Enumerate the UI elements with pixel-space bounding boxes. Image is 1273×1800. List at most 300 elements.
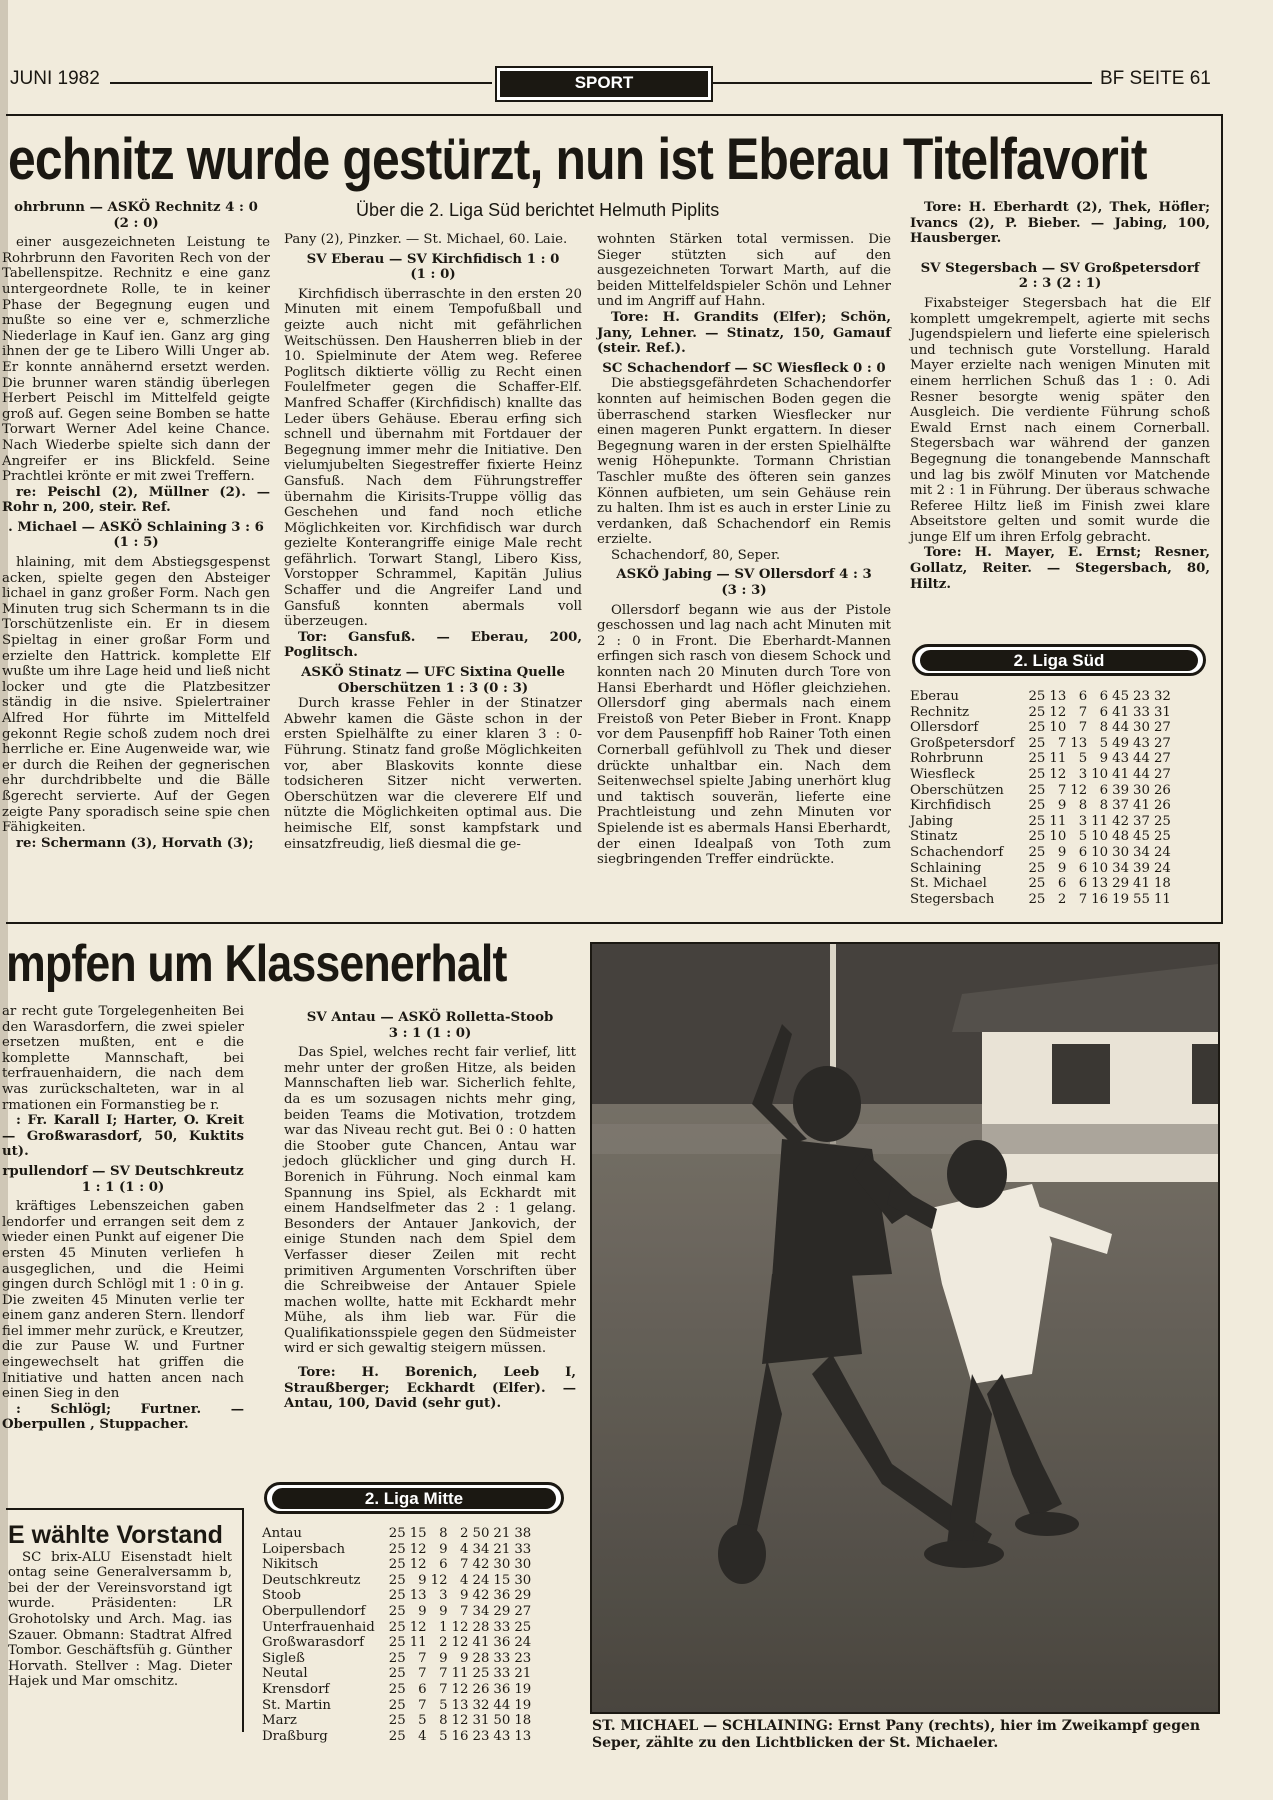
team-stat: 9 <box>418 1603 427 1619</box>
team-stat: 4 <box>460 1541 469 1557</box>
team-stat: 5 <box>439 1697 448 1713</box>
team-stat: 44 <box>493 1697 511 1713</box>
standings-row <box>262 1588 531 1604</box>
team-stat: 34 <box>1112 860 1130 876</box>
team-name: Stoob <box>262 1588 301 1604</box>
team-stat: 7 <box>460 1603 469 1619</box>
match-heading: SV Eberau — SV Kirchfidisch 1 : 0 <box>306 251 560 267</box>
team-stat: 25 <box>388 1635 406 1651</box>
standings-row <box>910 798 1171 814</box>
issue-date: JUNI 1982 <box>10 68 100 89</box>
team-stat: 12 <box>1049 766 1067 782</box>
team-name: Rechnitz <box>910 704 970 720</box>
bottom-headline: mpfen um Klassenerhalt <box>6 935 507 993</box>
match-report-cont: Pany (2), Pinzker. — St. Michael, 60. Laie. <box>284 232 568 247</box>
team-stat: 25 <box>388 1619 406 1635</box>
team-stat: 25 <box>1028 720 1046 736</box>
team-stat: 12 <box>1049 704 1067 720</box>
team-stat: 7 <box>460 1557 469 1573</box>
team-stat: 4 <box>418 1728 427 1744</box>
team-name: Oberpullendorf <box>262 1603 366 1619</box>
team-stat: 21 <box>493 1526 511 1541</box>
team-stat: 34 <box>1133 844 1150 860</box>
team-stat: 25 <box>388 1697 406 1713</box>
team-stat: 43 <box>1133 735 1150 751</box>
team-stat: 10 <box>1091 844 1109 860</box>
team-name: Stinatz <box>910 829 958 845</box>
team-stat: 25 <box>1028 689 1046 704</box>
team-name: Stegersbach <box>910 891 995 907</box>
team-stat: 24 <box>1153 860 1171 876</box>
team-stat: 25 <box>1028 751 1046 767</box>
team-name: St. Martin <box>262 1697 331 1713</box>
team-stat: 27 <box>1153 735 1171 751</box>
match-score: 1 : 1 (1 : 0) <box>81 1179 165 1195</box>
team-stat: 25 <box>388 1681 406 1697</box>
team-stat: 6 <box>1078 844 1088 860</box>
team-stat: 5 <box>439 1728 448 1744</box>
team-stat: 33 <box>493 1619 511 1635</box>
attendance: Schachendorf, 80, Seper. <box>611 547 781 563</box>
section-label <box>495 66 713 102</box>
team-stat: 42 <box>472 1588 490 1604</box>
team-stat: 33 <box>493 1650 511 1666</box>
match-report-cont: ar recht gute Torgelegenheiten Bei den Warasdorfern, die zwei spieler ersetzen mußten, ent e die komplette Mannschaft, bei terfrauenhaidern, die nach dem was zurückschalteten, war in al rmationen ein Formanstieg be r. <box>2 1004 244 1113</box>
team-stat: 9 <box>460 1650 469 1666</box>
standings-row <box>910 767 1171 783</box>
match-heading: SC Schachendorf — SC Wiesfleck 0 : 0 <box>602 360 886 376</box>
team-name: Deutschkreutz <box>262 1572 361 1588</box>
team-name: Jabing <box>910 813 954 829</box>
match-report: Fixabsteiger Stegersbach hat die Elf komplett umgekrempelt, agierte mit sechs Jugendspielern und lieferte eine spielerisch und technisch gute Vorstellung. Harald Mayer erzielte nach wenigen Minuten mit einem herrlichen Schuß das 1 : 0. Adi Resner besorgte wenig später den Ausgleich. Die verdiente Führung schoß Ewald Ernst nach einem Cornerball. Stegersbach war während der ganzen Begegnung die tonangebende Mannschaft und lag bis zwölf Minuten vor Matchende mit 2 : 1 in Führung. Der überaus schwache Referee Hiltz ließ im Finish zwei klare Abseitstore gelten und somit wurde die junge Elf um ihren Erfolg gebracht. <box>910 295 1210 545</box>
team-stat: 31 <box>472 1713 490 1729</box>
standings-row <box>262 1682 531 1698</box>
team-stat: 33 <box>493 1666 511 1682</box>
team-stat: 10 <box>1049 720 1067 736</box>
table-title: 2. Liga Süd <box>920 650 1198 671</box>
photo-caption: ST. MICHAEL — SCHLAINING: Ernst Pany (rechts), hier im Zweikampf gegen Seper, zählte zu den Lichtblicken der St. Michaeler. <box>592 1718 1201 1751</box>
team-stat: 25 <box>1028 766 1046 782</box>
team-stat: 25 <box>388 1541 406 1557</box>
team-stat: 13 <box>1049 689 1067 704</box>
team-stat: 25 <box>1028 844 1046 860</box>
bottom-column-2 <box>284 1010 576 1450</box>
table-title-pill <box>264 1482 564 1514</box>
team-stat: 7 <box>439 1666 448 1682</box>
standings-row <box>262 1651 531 1667</box>
team-stat: 27 <box>1153 720 1171 736</box>
goalscorers: : Fr. Karall I; Harter, O. Kreit — Großwarasdorf, 50, Kuktits ut). <box>2 1113 244 1160</box>
team-stat: 15 <box>493 1572 511 1588</box>
team-stat: 38 <box>514 1526 532 1541</box>
team-stat: 7 <box>1078 720 1088 736</box>
team-stat: 8 <box>1078 798 1088 814</box>
team-stat: 7 <box>1078 891 1088 907</box>
team-stat: 12 <box>409 1619 427 1635</box>
header-rule-right <box>712 82 1092 84</box>
team-stat: 2 <box>439 1635 448 1651</box>
standings-row <box>262 1729 531 1745</box>
team-stat: 27 <box>514 1603 532 1619</box>
standings-row <box>910 705 1171 721</box>
team-stat: 10 <box>1091 829 1109 845</box>
team-stat: 25 <box>1028 782 1046 798</box>
team-stat: 23 <box>472 1728 490 1744</box>
team-stat: 25 <box>1028 735 1046 751</box>
team-name: Oberschützen <box>910 782 1004 798</box>
team-stat: 33 <box>1133 704 1150 720</box>
match-report: hlaining, mit dem Abstiegsgespenst acken, spielte gegen den Absteiger lichael in ganz großer Form. Nach gen Minuten trug sich Schermann ts in die Torschützenliste ein. Er in diesem Spieltag in einer großar Form und erzielte den Hattrick. komplette Elf wußte um ihre Lage heid und ließ nicht locker und gte die Platzbesitzer ständig in die nsive. Spielertrainer Alfred Hor führte im Mittelfeld gekonnt Regie schoß zudem noch drei herrliche er. Eine Augenweide war, wie er durch die Reihen der gegnerischen ehr durchdribbelte und die Bälle ßgerecht servierte. Auf der Gegen zeigte Pany sporadisch seine spie chen Fähigkeiten. <box>2 555 270 836</box>
match-heading: SV Antau — ASKÖ Rolletta-Stoob <box>306 1010 554 1025</box>
team-stat: 6 <box>1099 689 1109 704</box>
team-stat: 19 <box>514 1681 532 1697</box>
team-name: Ollersdorf <box>910 720 979 736</box>
top-headline: echnitz wurde gestürzt, nun ist Eberau Titelfavorit <box>8 127 1147 192</box>
team-stat: 25 <box>388 1713 406 1729</box>
team-stat: 7 <box>418 1666 427 1682</box>
team-stat: 15 <box>409 1526 427 1541</box>
team-stat: 18 <box>1153 876 1171 892</box>
team-stat: 9 <box>460 1588 469 1604</box>
team-stat: 43 <box>493 1728 511 1744</box>
match-score: 3 : 1 (1 : 0) <box>388 1025 472 1041</box>
standings-row <box>910 736 1171 752</box>
team-stat: 18 <box>514 1713 532 1729</box>
team-stat: 2 <box>1057 891 1067 907</box>
team-stat: 6 <box>439 1557 448 1573</box>
team-stat: 29 <box>514 1588 532 1604</box>
vorstand-title: E wählte Vorstand <box>8 1521 223 1549</box>
team-stat: 21 <box>493 1541 511 1557</box>
standings-row <box>262 1542 531 1558</box>
match-heading: SV Stegersbach — SV Großpetersdorf <box>920 260 1200 276</box>
team-stat: 19 <box>1112 891 1130 907</box>
match-score: (3 : 3) <box>721 583 767 599</box>
standings-row <box>910 829 1171 845</box>
standings-row <box>910 783 1171 799</box>
standings-row <box>910 814 1171 830</box>
team-stat: 25 <box>472 1666 490 1682</box>
team-name: Rohrbrunn <box>910 751 984 767</box>
team-stat: 32 <box>1153 689 1171 704</box>
top-column-1 <box>2 200 270 908</box>
standings-row <box>910 861 1171 877</box>
team-stat: 25 <box>1028 891 1046 907</box>
page-number: BF SEITE 61 <box>1100 68 1211 89</box>
match-report: kräftiges Lebenszeichen gaben lendorfer und errangen seit dem z wieder einen Punkt auf eigener Die ersten 45 Minuten verliefen h ausgeglichen, und die Heimi gingen durch Schlögl mit 1 : 0 in g. Die zweiten 45 Minuten verlie ter einem ganz anderen Stern. llendorf fiel immer mehr zurück, e Kreutzer, die zur Pause W. und Furtner eingewechselt hat griffen die Initiative und hatten ancen nach einen Sieg in den <box>2 1199 244 1402</box>
team-stat: 41 <box>1133 876 1150 892</box>
team-stat: 25 <box>388 1603 406 1619</box>
team-stat: 28 <box>472 1650 490 1666</box>
team-stat: 34 <box>472 1541 490 1557</box>
match-photo <box>590 942 1220 1714</box>
table-title-pill <box>912 644 1206 676</box>
team-stat: 36 <box>493 1681 511 1697</box>
team-stat: 13 <box>514 1728 532 1744</box>
team-stat: 21 <box>514 1666 532 1682</box>
team-stat: 8 <box>439 1713 448 1729</box>
vorstand-column <box>8 1521 232 1724</box>
team-stat: 7 <box>418 1650 427 1666</box>
team-stat: 50 <box>493 1713 511 1729</box>
top-column-2 <box>284 232 582 908</box>
team-name: Schlaining <box>910 860 982 876</box>
team-stat: 42 <box>472 1557 490 1573</box>
goalscorers: Tor: Gansfuß. — Eberau, 200, Poglitsch. <box>284 629 582 661</box>
standings-row <box>262 1557 531 1573</box>
team-stat: 50 <box>472 1526 490 1541</box>
match-report: Durch krasse Fehler in der Stinatzer Abwehr kamen die Gäste schon in der ersten Spielhälfte zu einer klaren 3 : 0-Führung. Stinatz fand große Möglichkeiten vor, aber Blaskovits konnte diese todsicheren Sitzer nicht verwerten. Oberschützen war die cleverere Elf und nützte die Möglichkeiten optimal aus. Die heimische Elf, sonst kampfstark und einsatzfreudig, ließ diesmal die ge- <box>284 696 582 852</box>
team-stat: 44 <box>1133 751 1150 767</box>
match-heading: ohrbrunn — ASKÖ Rechnitz 4 : 0 <box>14 200 258 215</box>
team-stat: 11 <box>1153 891 1171 907</box>
standings-row <box>910 689 1171 705</box>
standings-row <box>262 1635 531 1651</box>
team-stat: 34 <box>472 1603 490 1619</box>
standings-row <box>262 1620 531 1636</box>
team-stat: 7 <box>1078 704 1088 720</box>
team-stat: 9 <box>418 1572 427 1588</box>
team-stat: 9 <box>439 1603 448 1619</box>
team-stat: 44 <box>1133 766 1150 782</box>
team-stat: 6 <box>1078 689 1088 704</box>
goalscorers: Tore: H. Mayer, E. Ernst; Resner, Gollatz, Reiter. — Stegersbach, 80, Hiltz. <box>910 545 1210 592</box>
team-stat: 41 <box>472 1635 490 1651</box>
team-stat: 31 <box>1153 704 1171 720</box>
team-stat: 13 <box>409 1588 427 1604</box>
goalscorers: re: Peischl (2), Müllner (2). — Rohr n, 200, steir. Ref. <box>2 484 270 516</box>
standings-row <box>262 1666 531 1682</box>
team-stat: 36 <box>493 1635 511 1651</box>
standings-row <box>262 1573 531 1589</box>
team-name: Eberau <box>910 689 959 704</box>
team-name: Loipersbach <box>262 1541 346 1557</box>
team-stat: 28 <box>472 1619 490 1635</box>
team-stat: 12 <box>451 1635 469 1651</box>
standings-row <box>262 1698 531 1714</box>
team-stat: 29 <box>493 1603 511 1619</box>
team-stat: 11 <box>1091 813 1109 829</box>
team-stat: 10 <box>1091 766 1109 782</box>
team-name: St. Michael <box>910 876 987 892</box>
team-stat: 25 <box>1028 704 1046 720</box>
team-stat: 11 <box>409 1635 427 1651</box>
team-stat: 30 <box>1112 844 1130 860</box>
team-stat: 30 <box>514 1572 532 1588</box>
team-stat: 7 <box>1057 735 1067 751</box>
team-stat: 1 <box>439 1619 448 1635</box>
match-heading: ASKÖ Jabing — SV Ollersdorf 4 : 3 <box>616 567 872 583</box>
team-stat: 25 <box>388 1588 406 1604</box>
team-stat: 10 <box>1091 860 1109 876</box>
team-stat: 32 <box>472 1697 490 1713</box>
match-report-cont: wohnten Stärken total vermissen. Die Sieger stützten sich auf den ausgezeichneten Torwart Marth, auf die beiden Mittelfeldspieler Schön und Lehner und im Angriff auf Hahn. <box>597 232 891 310</box>
team-stat: 25 <box>1153 829 1171 845</box>
team-stat: 5 <box>1078 829 1088 845</box>
team-name: Sigleß <box>262 1650 305 1666</box>
match-score: (2 : 0) <box>113 215 159 231</box>
team-stat: 9 <box>439 1650 448 1666</box>
standings-table-sued <box>910 689 1171 907</box>
match-heading: . Michael — ASKÖ Schlaining 3 : 6 <box>8 519 264 535</box>
team-stat: 39 <box>1133 860 1150 876</box>
team-stat: 41 <box>1112 704 1130 720</box>
team-stat: 25 <box>388 1666 406 1682</box>
top-column-3 <box>597 232 891 908</box>
standings-row <box>910 845 1171 861</box>
team-stat: 23 <box>1133 689 1150 704</box>
match-report: Ollersdorf begann wie aus der Pistole geschossen und lag nach acht Minuten mit 2 : 0 in Front. Die Eberhardt-Mannen erfingen sich rasch von diesem Schock und konnten nach 20 Minuten durch Tore von Hansi Eberhardt und Höfler gleichziehen. Ollersdorf ging abermals nach einem Freistoß von Peter Bieber in Front. Knapp vor dem Pausenpfiff hob Rainer Toth einen Cornerball gefühlvoll zu Thek und dieser drückte unhaltbar ein. Nach dem Seitenwechsel spielte Jabing unerhört klug und taktisch souverän, lieferte eine Prachtleistung und zehn Minuten vor Spielende ist es abermals Hansi Eberhardt, der einen Idealpaß von Toth zum siegbringenden Treffer eindrückte. <box>597 602 891 868</box>
team-stat: 6 <box>1099 704 1109 720</box>
photo-illustration <box>592 944 1218 1712</box>
team-stat: 3 <box>1078 813 1088 829</box>
team-stat: 30 <box>1133 782 1150 798</box>
top-column-4 <box>910 200 1210 630</box>
team-stat: 45 <box>1112 689 1130 704</box>
team-name: Nikitsch <box>262 1557 319 1573</box>
goalscorers: Tore: H. Borenich, Leeb I, Straußberger; Eckhardt (Elfer). — Antau, 100, David (sehr gut). <box>284 1365 576 1412</box>
team-name: Neutal <box>262 1666 308 1682</box>
team-stat: 12 <box>409 1541 427 1557</box>
team-stat: 7 <box>1057 782 1067 798</box>
team-name: Schachendorf <box>910 844 1004 860</box>
team-stat: 30 <box>493 1557 511 1573</box>
match-score: 2 : 3 (2 : 1) <box>1018 276 1102 292</box>
team-stat: 5 <box>418 1713 427 1729</box>
team-stat: 11 <box>1049 751 1067 767</box>
match-report: Kirchfidisch überraschte in den ersten 20 Minuten mit einem Tempofußball und geizte auch nicht mit gefährlichen Weitschüssen. Den Hausherren blieb in der 10. Spielminute der Atem weg. Referee Poglitsch diktierte völlig zu Recht einen Foulelfmeter gegen die Schaffer-Elf. Manfred Schaffer (Kirchfidisch) knallte das Leder übers Gehäuse. Eberau erfing sich schnell und übernahm mit Fortdauer der Begegnung immer mehr die Initiative. Den vielumjubelten Siegestreffer fixierte Heinz Gansfuß. Nach dem Führungstreffer übernahm die Kirisits-Truppe völlig das Geschehen und fand noch etliche Möglichkeiten vor. Kirchfidisch war durch gezielte Konterangriffe einige Male recht gefährlich. Torwart Stangl, Libero Kiss, Vorstopper Schrammel, Kapitän Julius Schaffer und die Angreifer Land und Gansfuß konnten abermals voll überzeugen. <box>284 286 582 630</box>
team-stat: 9 <box>1057 798 1067 814</box>
team-stat: 23 <box>514 1650 532 1666</box>
team-stat: 6 <box>1057 876 1067 892</box>
team-stat: 30 <box>1133 720 1150 736</box>
standings-row <box>910 751 1171 767</box>
team-stat: 11 <box>451 1666 469 1682</box>
team-stat: 37 <box>1112 798 1130 814</box>
team-name: Wiesfleck <box>910 766 975 782</box>
team-stat: 27 <box>1153 751 1171 767</box>
team-stat: 37 <box>1133 813 1150 829</box>
team-name: Kirchfidisch <box>910 798 992 814</box>
goalscorers: : Schlögl; Furtner. — Oberpullen , Stuppacher. <box>2 1401 244 1433</box>
team-stat: 13 <box>1070 735 1088 751</box>
match-heading: ASKÖ Stinatz — UFC Sixtina Quelle Oberschützen 1 : 3 (0 : 3) <box>301 665 565 696</box>
team-stat: 12 <box>409 1557 427 1573</box>
team-stat: 13 <box>1091 876 1109 892</box>
team-stat: 30 <box>514 1557 532 1573</box>
team-stat: 9 <box>1099 751 1109 767</box>
top-byline: Über die 2. Liga Süd berichtet Helmuth Piplits <box>356 200 720 220</box>
team-stat: 29 <box>1112 876 1130 892</box>
team-stat: 25 <box>1028 876 1046 892</box>
team-stat: 25 <box>514 1619 532 1635</box>
team-stat: 24 <box>472 1572 490 1588</box>
team-stat: 16 <box>1091 891 1109 907</box>
table-title: 2. Liga Mitte <box>272 1488 556 1509</box>
team-stat: 12 <box>451 1619 469 1635</box>
bottom-column-1 <box>2 1004 244 1474</box>
team-stat: 26 <box>1153 798 1171 814</box>
team-stat: 10 <box>1049 829 1067 845</box>
team-stat: 7 <box>418 1697 427 1713</box>
team-name: Großwarasdorf <box>262 1635 365 1651</box>
match-heading: rpullendorf — SV Deutschkreutz <box>2 1163 244 1179</box>
standings-table-mitte <box>262 1526 531 1744</box>
standings-row <box>910 720 1171 736</box>
team-name: Krensdorf <box>262 1681 330 1697</box>
section-label-text: SPORT <box>500 71 708 97</box>
standings-row <box>910 892 1171 908</box>
match-score: (1 : 5) <box>113 535 159 551</box>
team-stat: 16 <box>451 1728 469 1744</box>
team-stat: 25 <box>388 1557 406 1573</box>
team-stat: 25 <box>1028 813 1046 829</box>
match-score: (1 : 0) <box>410 267 456 283</box>
team-stat: 12 <box>451 1681 469 1697</box>
team-stat: 42 <box>1112 813 1130 829</box>
team-stat: 36 <box>493 1588 511 1604</box>
match-report: einer ausgezeichneten Leistung te Rohrbrunn den Favoriten Rech von der Tabellenspitze. Rechnitz e eine ganz untergeordnete Rolle, te in keiner Phase der Begegnung eugen und mußte so eine ver e, schmerzliche Niederlage in Kauf ien. Ganz arg ging ihnen der ge te Libero Willi Unger ab. Er konnte annähernd ersetzt werden. Die brunner waren ständig überlegen Herbert Peischl im Mittelfeld geigte groß auf. Gegen seine Bomben se hatte Torwart Werner Adel keine Chance. Nach Wiederbe spielte sich dann der Angreifer er ins Blickfeld. Seine Prachtlei krönte er mit zwei Treffern. <box>2 235 270 485</box>
team-stat: 12 <box>430 1572 448 1588</box>
team-stat: 5 <box>1099 735 1109 751</box>
team-stat: 25 <box>388 1728 406 1744</box>
vorstand-text: SC brix-ALU Eisenstadt hielt ontag seine Generalversamm b, bei der der Vereinsvorstand igt wurde. Präsidenten: LR Grohotolsky und Arch. Mag. ias Szauer. Obmann: Stadtrat Alfred Tombor. Geschäftsfüh g. Günther Horvath. Stellver : Mag. Dieter Hajek und Mar omschitz. <box>8 1549 232 1690</box>
team-stat: 24 <box>1153 844 1171 860</box>
team-stat: 11 <box>1049 813 1067 829</box>
team-stat: 9 <box>1057 860 1067 876</box>
team-stat: 55 <box>1133 891 1150 907</box>
team-stat: 6 <box>418 1681 427 1697</box>
team-stat: 25 <box>388 1650 406 1666</box>
team-stat: 41 <box>1112 766 1130 782</box>
team-stat: 48 <box>1112 829 1130 845</box>
team-stat: 6 <box>1099 782 1109 798</box>
team-stat: 13 <box>451 1697 469 1713</box>
team-stat: 6 <box>1078 876 1088 892</box>
team-stat: 43 <box>1112 751 1130 767</box>
team-stat: 39 <box>1112 782 1130 798</box>
team-stat: 19 <box>514 1697 532 1713</box>
team-stat: 25 <box>1028 798 1046 814</box>
team-stat: 27 <box>1153 766 1171 782</box>
team-stat: 5 <box>1078 751 1088 767</box>
team-stat: 33 <box>514 1541 532 1557</box>
team-stat: 9 <box>1057 844 1067 860</box>
team-name: Marz <box>262 1713 297 1729</box>
goalscorers: re: Schermann (3), Horvath (3); <box>16 835 254 851</box>
team-name: Antau <box>262 1526 303 1541</box>
standings-row <box>262 1526 531 1542</box>
team-stat: 25 <box>1028 860 1046 876</box>
team-stat: 6 <box>1078 860 1088 876</box>
team-stat: 12 <box>1070 782 1088 798</box>
team-stat: 9 <box>439 1541 448 1557</box>
team-stat: 25 <box>388 1526 406 1541</box>
match-report: Die abstiegsgefährdeten Schachendorfer konnten auf heimischen Boden gegen die überraschend starken Wiesflecker nur einen mageren Punkt ergattern. In dieser Begegnung waren in der ersten Spielhälfte wenig Höhepunkte. Tormann Christian Taschler mußte des öfteren sein ganzes Können aufbieten, um sein Gehäuse rein zu halten. Ihm ist es auch in erster Linie zu verdanken, daß Schachendorf ein Remis erzielte. <box>597 376 891 548</box>
team-stat: 8 <box>1099 798 1109 814</box>
team-stat: 25 <box>1028 829 1046 845</box>
match-report: Das Spiel, welches recht fair verlief, litt mehr unter der großen Hitze, als beiden Mannschaften lieb war. Sicherlich fehlte, da es um sozusagen nichts mehr ging, beiden Teams die Motivation, trotzdem war das Niveau recht gut. Bei 0 : 0 hatten die Stoober gute Chancen, Antau war jedoch glücklicher und ging durch H. Borenich in Führung. Noch einmal kam Spannung ins Spiel, als Eckhardt mit einem Handselfmeter das 2 : 1 gelang. Besonders der Antauer Jankovich, der einige Stunden nach dem Spiel dem Verfasser dieser Zeilen mit recht primitiven Argumenten Vorschriften über die Schreibweise der Antauer Spiele machen wollte, hatte mit Eckhardt mehr Mühe, als ihm lieb war. Für die Qualifikationsspiele gegen den Südmeister wird er sich gewaltig steigern müssen. <box>284 1045 576 1357</box>
team-stat: 12 <box>451 1713 469 1729</box>
team-stat: 3 <box>439 1588 448 1604</box>
team-stat: 24 <box>514 1635 532 1651</box>
team-stat: 7 <box>439 1681 448 1697</box>
team-name: Großpetersdorf <box>910 735 1015 751</box>
team-stat: 4 <box>460 1572 469 1588</box>
header-rule-left <box>110 82 492 84</box>
team-stat: 44 <box>1112 720 1130 736</box>
team-stat: 8 <box>439 1526 448 1541</box>
